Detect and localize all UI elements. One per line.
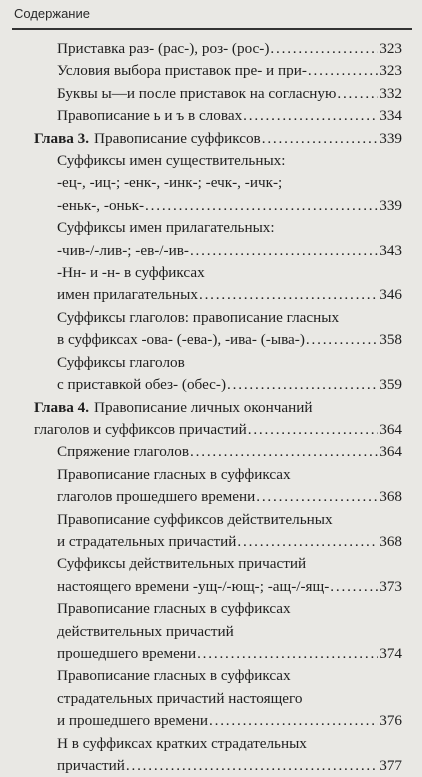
toc-entry-title: Правописание гласных в суффиксах [57,465,291,483]
toc-entry-line [57,217,402,239]
toc-entry [0,83,422,105]
dot-leader [308,60,378,82]
toc-entry-title: -ец-, -иц-; -енк-, -инк-; -ечк-, -ичк-; [57,174,283,192]
toc-entry-title: Суффиксы глаголов [57,353,185,371]
toc-entry-line [57,553,402,575]
toc-entry-line [34,128,402,150]
toc-entry-title: Суффиксы имен существительных: [57,152,286,170]
toc-entry [0,307,422,352]
toc-entry-title: -еньк-, -оньк- [57,196,145,214]
toc-entry-line [57,374,402,396]
toc-entry-line [57,105,402,127]
dot-leader [306,329,378,351]
toc-entry-line [57,240,402,262]
dot-leader [330,576,378,598]
toc-entry-title: в суффиксах -ова- (-ева-), -ива- (-ыва-) [57,331,305,349]
toc-entry-line [57,621,402,643]
page-number: 368 [379,488,402,506]
toc-entry-line [57,733,402,755]
toc-entry-line [57,643,402,665]
page-number: 364 [379,420,402,438]
page-number: 376 [379,712,402,730]
toc-entry-title: Правописание гласных в суффиксах [57,667,291,685]
toc-entry-line [34,419,402,441]
toc-entry-title: настоящего времени -ущ-/-ющ-; -ащ-/-ящ- [57,577,330,595]
dot-leader [145,195,378,217]
toc-entry-line [57,598,402,620]
page-number: 373 [379,577,402,595]
dot-leader [190,240,378,262]
toc-entry-title: и страдательных причастий [57,532,237,550]
toc-entry-title: Правописание суффиксов [94,129,261,147]
dot-leader [190,441,378,463]
toc-entry-title: Спряжение глаголов [57,443,190,461]
toc-entry-title: Приставка раз- (рас-), роз- (рос-) [57,40,270,57]
toc-entry-line [57,509,402,531]
toc-entry [0,60,422,82]
toc-entry-line [57,60,402,82]
toc-entry-line [57,284,402,306]
dot-leader [248,419,378,441]
toc-entry-title: Н в суффиксах кратких страдательных [57,734,307,752]
toc-entry-line [57,83,402,105]
toc-entry [0,733,422,777]
toc-entry-line [57,755,402,777]
toc-entry-line [57,307,402,329]
toc-chapter-entry [0,128,422,150]
toc-entry-title: прошедшего времени [57,644,197,662]
page-number: 359 [379,376,402,394]
page-number: 346 [379,286,402,304]
header-rule [12,28,412,30]
toc-entry-line [57,352,402,374]
page-number: 374 [379,644,402,662]
table-of-contents [0,38,422,777]
toc-entry-title: действительных причастий [57,622,234,640]
toc-entry-title: Правописание гласных в суффиксах [57,600,291,618]
dot-leader [197,643,378,665]
dot-leader [126,755,378,777]
page-number: 339 [379,129,402,147]
toc-entry-line [57,172,402,194]
toc-entry-title: Правописание суффиксов действительных [57,510,333,528]
running-header: Содержание [14,6,90,21]
toc-entry [0,441,422,463]
toc-entry [0,464,422,509]
dot-leader [209,710,378,732]
toc-entry-title: Правописание личных окончаний [94,398,313,416]
toc-entry-title: Буквы ы—и после приставок на согласную [57,84,337,102]
toc-entry-line [57,531,402,553]
dot-leader [243,105,378,127]
page-number: 323 [379,40,402,57]
chapter-label: Глава 4. [34,398,90,416]
page-number: 368 [379,532,402,550]
toc-entry-title: имен прилагательных [57,286,198,304]
page-number: 339 [379,196,402,214]
dot-leader [270,38,378,60]
toc-entry-line [57,150,402,172]
page-number: 334 [379,107,402,125]
toc-entry-title: глаголов прошедшего времени [57,488,256,506]
dot-leader [337,83,378,105]
toc-entry-title: Суффиксы имен прилагательных: [57,219,275,237]
toc-entry [0,598,422,665]
page-number: 343 [379,241,402,259]
dot-leader [199,284,378,306]
toc-entry-title: Правописание ь и ъ в словах [57,107,243,125]
dot-leader [262,128,379,150]
toc-entry [0,262,422,307]
toc-entry-title: Условия выбора приставок пре- и при- [57,62,307,80]
toc-chapter-entry [0,397,422,442]
toc-entry [0,509,422,554]
toc-entry-title: и прошедшего времени [57,712,208,730]
toc-entry-line [57,710,402,732]
toc-entry-title: страдательных причастий настоящего [57,689,303,707]
toc-entry [0,553,422,598]
toc-entry-line [57,329,402,351]
chapter-label: Глава 3. [34,129,90,147]
toc-entry-line [57,441,402,463]
toc-entry-title: Суффиксы действительных причастий [57,555,307,573]
toc-entry-line [57,486,402,508]
toc-entry-title: -чив-/-лив-; -ев-/-ив- [57,241,189,259]
page-number: 377 [379,757,402,774]
toc-entry-line [57,464,402,486]
page-number: 332 [379,84,402,102]
page-number: 323 [379,62,402,80]
toc-entry-title: -Нн- и -н- в суффиксах [57,264,205,282]
toc-entry-line [57,665,402,687]
toc-entry-line [34,397,402,419]
toc-entry-title: Суффиксы глаголов: правописание гласных [57,308,340,326]
page-number: 364 [379,443,402,461]
page-number: 358 [379,331,402,349]
toc-entry-line [57,195,402,217]
toc-entry-title: с приставкой обез- (обес-) [57,376,227,394]
toc-entry-line [57,38,402,60]
toc-entry [0,150,422,217]
toc-entry-line [57,576,402,598]
dot-leader [227,374,378,396]
toc-entry-line [57,262,402,284]
dot-leader [237,531,378,553]
toc-entry [0,217,422,262]
toc-entry [0,352,422,397]
toc-entry-title: глаголов и суффиксов причастий [34,420,247,438]
toc-entry [0,105,422,127]
toc-entry-title: причастий [57,757,125,774]
toc-entry [0,38,422,60]
dot-leader [256,486,378,508]
